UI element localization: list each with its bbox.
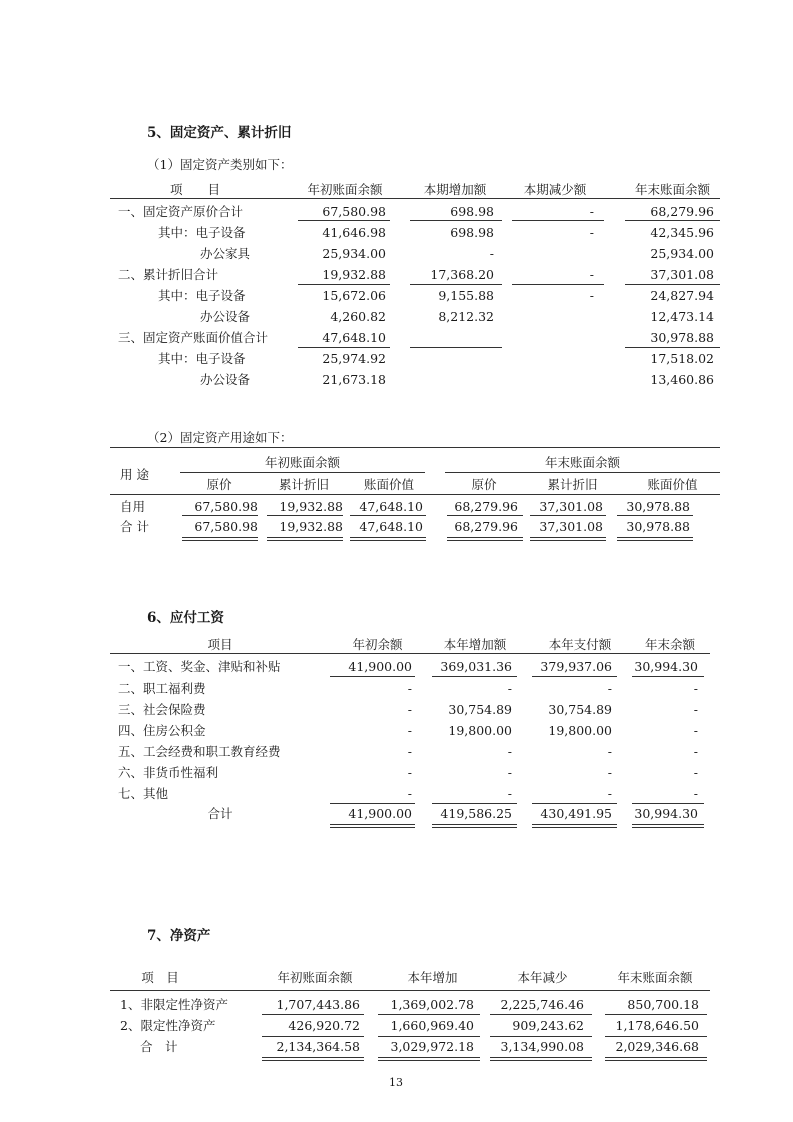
cell-rule [490, 1036, 592, 1037]
table-cell: - [589, 267, 594, 282]
cell-rule [298, 284, 390, 285]
cell-rule [298, 347, 390, 348]
table-cell: 13,460.86 [650, 372, 714, 387]
table-cell: 17,368.20 [430, 267, 494, 282]
cell-rule [490, 1014, 592, 1015]
table-cell: 698.98 [450, 225, 494, 240]
table-cell: 19,932.88 [322, 267, 386, 282]
column-header: 账面价值 [363, 477, 414, 492]
table-row-label: 合 计 [120, 519, 149, 534]
total-rule [378, 1057, 480, 1061]
table-total-cell: 430,491.95 [540, 806, 612, 821]
table-header: 本年支付额 [548, 637, 612, 652]
cell-rule [267, 515, 343, 516]
table-cell: - [693, 702, 698, 717]
table-row-label: 一、固定资产原价合计 [118, 204, 244, 219]
cell-rule [330, 676, 415, 677]
table-cell: 19,800.00 [448, 723, 512, 738]
table-header: 年初余额 [352, 637, 403, 652]
table-total-cell: 2,134,364.58 [276, 1039, 360, 1054]
table-cell: - [407, 765, 412, 780]
section-5-subtitle-2: （2）固定资产用途如下： [147, 430, 293, 445]
column-header: 原价 [471, 477, 497, 492]
table-cell: - [693, 681, 698, 696]
table-row-label: 其中：电子设备 [158, 225, 246, 240]
table-header: 项目 [207, 637, 233, 652]
table-rule [110, 990, 710, 991]
cell-rule [432, 803, 517, 804]
table-cell: - [407, 786, 412, 801]
total-rule [632, 824, 704, 828]
table-cell: 1,660,969.40 [390, 1018, 474, 1033]
table-cell: 12,473.14 [650, 309, 714, 324]
table-row-label: 三、社会保险费 [118, 702, 206, 717]
table-cell: 1,369,002.78 [390, 997, 474, 1012]
cell-rule [617, 515, 693, 516]
cell-rule [262, 1036, 364, 1037]
table-header: 年末账面余额 [634, 182, 710, 197]
column-header: 累计折旧 [547, 477, 598, 492]
table-cell: - [507, 744, 512, 759]
table-cell: 42,345.96 [650, 225, 714, 240]
table-cell: 30,754.89 [548, 702, 612, 717]
table-row-label: 六、非货币性福利 [118, 765, 219, 780]
column-header: 累计折旧 [278, 477, 329, 492]
total-rule [182, 537, 258, 541]
table-row-label: 其中：电子设备 [158, 288, 246, 303]
total-rule [432, 824, 517, 828]
cell-rule [632, 803, 704, 804]
table-cell: 68,279.96 [454, 519, 518, 534]
table-header: 本期减少额 [523, 182, 587, 197]
total-rule [267, 537, 343, 541]
table-cell: 17,518.02 [650, 351, 714, 366]
total-rule [605, 1057, 707, 1061]
section-5-title: 5、固定资产、累计折旧 [147, 125, 292, 141]
table-cell: - [489, 246, 494, 261]
total-rule [530, 537, 606, 541]
total-rule [447, 537, 523, 541]
table-cell: - [507, 681, 512, 696]
table-cell: - [407, 681, 412, 696]
cell-rule [512, 220, 604, 221]
total-rule [262, 1057, 364, 1061]
table-header: 项 目 [169, 182, 220, 197]
table-cell: - [407, 723, 412, 738]
table-cell: 25,934.00 [650, 246, 714, 261]
total-rule [490, 1057, 592, 1061]
cell-rule [447, 515, 523, 516]
cell-rule [605, 1036, 707, 1037]
table-cell: - [589, 288, 594, 303]
table-cell: 379,937.06 [540, 659, 612, 674]
cell-rule [378, 1014, 480, 1015]
table-cell: 8,212.32 [438, 309, 494, 324]
table-cell: - [693, 723, 698, 738]
table-total-cell: 41,900.00 [348, 806, 412, 821]
table-cell: - [407, 702, 412, 717]
table-cell: 9,155.88 [438, 288, 494, 303]
table-cell: 1,707,443.86 [276, 997, 360, 1012]
table-cell: 47,648.10 [359, 499, 423, 514]
table-cell: 37,301.08 [539, 519, 603, 534]
table-row-label: 七、其他 [118, 786, 169, 801]
column-header: 原价 [206, 477, 232, 492]
table-header: 年初账面余额 [277, 970, 353, 985]
table-cell: 47,648.10 [322, 330, 386, 345]
cell-rule [605, 1014, 707, 1015]
cell-rule [378, 1036, 480, 1037]
page-number: 13 [389, 1076, 403, 1089]
table-row-label: 四、住房公积金 [118, 723, 206, 738]
table-header: 年末账面余额 [617, 970, 693, 985]
table-cell: 369,031.36 [440, 659, 512, 674]
total-rule [617, 537, 693, 541]
table-cell: - [693, 765, 698, 780]
table-cell: 426,920.72 [288, 1018, 360, 1033]
table-header: 年末余额 [644, 637, 695, 652]
table-cell: 1,178,646.50 [615, 1018, 699, 1033]
table-cell: 30,978.88 [626, 499, 690, 514]
table-header: 项 目 [141, 970, 179, 985]
total-rule [350, 537, 426, 541]
table-rule [110, 494, 720, 495]
cell-rule [625, 220, 720, 221]
table-cell: 19,932.88 [279, 499, 343, 514]
table-cell: - [589, 204, 594, 219]
cell-rule [512, 284, 604, 285]
table-header: 本年减少 [517, 970, 568, 985]
cell-rule [182, 515, 258, 516]
cell-rule [330, 803, 415, 804]
cell-rule [532, 803, 617, 804]
table-cell: - [589, 225, 594, 240]
table-cell: 68,279.96 [454, 499, 518, 514]
table-cell: 67,580.98 [194, 499, 258, 514]
table-rule [110, 447, 720, 448]
group-header-end: 年末账面余额 [544, 455, 620, 470]
table-total-cell: 30,994.30 [634, 806, 698, 821]
table-row-label: 办公设备 [200, 372, 251, 387]
cell-rule [625, 284, 720, 285]
table-row-label: 办公设备 [200, 309, 251, 324]
table-cell: 909,243.62 [512, 1018, 584, 1033]
cell-rule [625, 347, 720, 348]
table-header: 本年增加额 [443, 637, 507, 652]
table-cell: - [607, 744, 612, 759]
table-cell: 30,978.88 [650, 330, 714, 345]
table-cell: 30,978.88 [626, 519, 690, 534]
cell-rule [632, 676, 704, 677]
table-cell: 21,673.18 [322, 372, 386, 387]
table-total-cell: 419,586.25 [440, 806, 512, 821]
table-row-label: 办公家具 [200, 246, 251, 261]
table-cell: 68,279.96 [650, 204, 714, 219]
section-7-title: 7、净资产 [147, 928, 211, 944]
table-cell: 30,754.89 [448, 702, 512, 717]
table-cell: - [607, 765, 612, 780]
cell-rule [410, 284, 502, 285]
table-cell: 24,827.94 [650, 288, 714, 303]
cell-rule [410, 347, 502, 348]
table-cell: 4,260.82 [330, 309, 386, 324]
table-cell: 698.98 [450, 204, 494, 219]
table-total-cell: 3,029,972.18 [390, 1039, 474, 1054]
table-cell: 41,900.00 [348, 659, 412, 674]
table-row-label: 一、工资、奖金、津贴和补贴 [118, 659, 281, 674]
table-row-label: 二、职工福利费 [118, 681, 206, 696]
table-cell: - [507, 786, 512, 801]
table-cell: 41,646.98 [322, 225, 386, 240]
table-cell: 67,580.98 [194, 519, 258, 534]
section-6-title: 6、应付工资 [147, 610, 224, 626]
table-cell: 47,648.10 [359, 519, 423, 534]
table-cell: 19,932.88 [279, 519, 343, 534]
table-cell: 850,700.18 [627, 997, 699, 1012]
table-cell: - [507, 765, 512, 780]
cell-rule [530, 515, 606, 516]
table-total-cell: 3,134,990.08 [500, 1039, 584, 1054]
group-header-begin: 年初账面余额 [264, 455, 340, 470]
table-cell: 2,225,746.46 [500, 997, 584, 1012]
total-rule [532, 824, 617, 828]
table-cell: 67,580.98 [322, 204, 386, 219]
table-cell: 25,974.92 [322, 351, 386, 366]
column-header: 账面价值 [647, 477, 698, 492]
group-rule [180, 472, 425, 473]
group-rule [445, 472, 720, 473]
table-row-label: 五、工会经费和职工教育经费 [118, 744, 281, 759]
table-total-label: 合计 [207, 806, 233, 821]
cell-rule [298, 220, 390, 221]
table-row-label: 其中：电子设备 [158, 351, 246, 366]
table-header: 本期增加额 [423, 182, 487, 197]
cell-rule [350, 515, 426, 516]
table-cell: - [407, 744, 412, 759]
table-cell: 19,800.00 [548, 723, 612, 738]
table-cell: 25,934.00 [322, 246, 386, 261]
cell-rule [432, 676, 517, 677]
table-total-cell: 2,029,346.68 [615, 1039, 699, 1054]
table-row-label: 2、限定性净资产 [120, 1018, 216, 1033]
table-cell: 15,672.06 [322, 288, 386, 303]
table-cell: - [693, 786, 698, 801]
table-cell: 37,301.08 [539, 499, 603, 514]
table-header: 本年增加 [407, 970, 458, 985]
table-cell: 30,994.30 [634, 659, 698, 674]
table-cell: 37,301.08 [650, 267, 714, 282]
table-cell: - [607, 681, 612, 696]
section-5-subtitle-1: （1）固定资产类别如下： [147, 157, 293, 172]
use-column-header: 用 途 [120, 467, 149, 482]
table-total-label: 合 计 [140, 1039, 178, 1054]
cell-rule [410, 220, 502, 221]
table-row-label: 二、累计折旧合计 [118, 267, 219, 282]
cell-rule [262, 1014, 364, 1015]
cell-rule [532, 676, 617, 677]
table-row-label: 自用 [120, 499, 146, 514]
table-rule [110, 653, 710, 654]
table-cell: - [693, 744, 698, 759]
total-rule [330, 824, 415, 828]
table-cell: - [607, 786, 612, 801]
table-row-label: 1、非限定性净资产 [120, 997, 228, 1012]
table-rule [110, 198, 720, 199]
table-header: 年初账面余额 [307, 182, 383, 197]
table-row-label: 三、固定资产账面价值合计 [118, 330, 269, 345]
